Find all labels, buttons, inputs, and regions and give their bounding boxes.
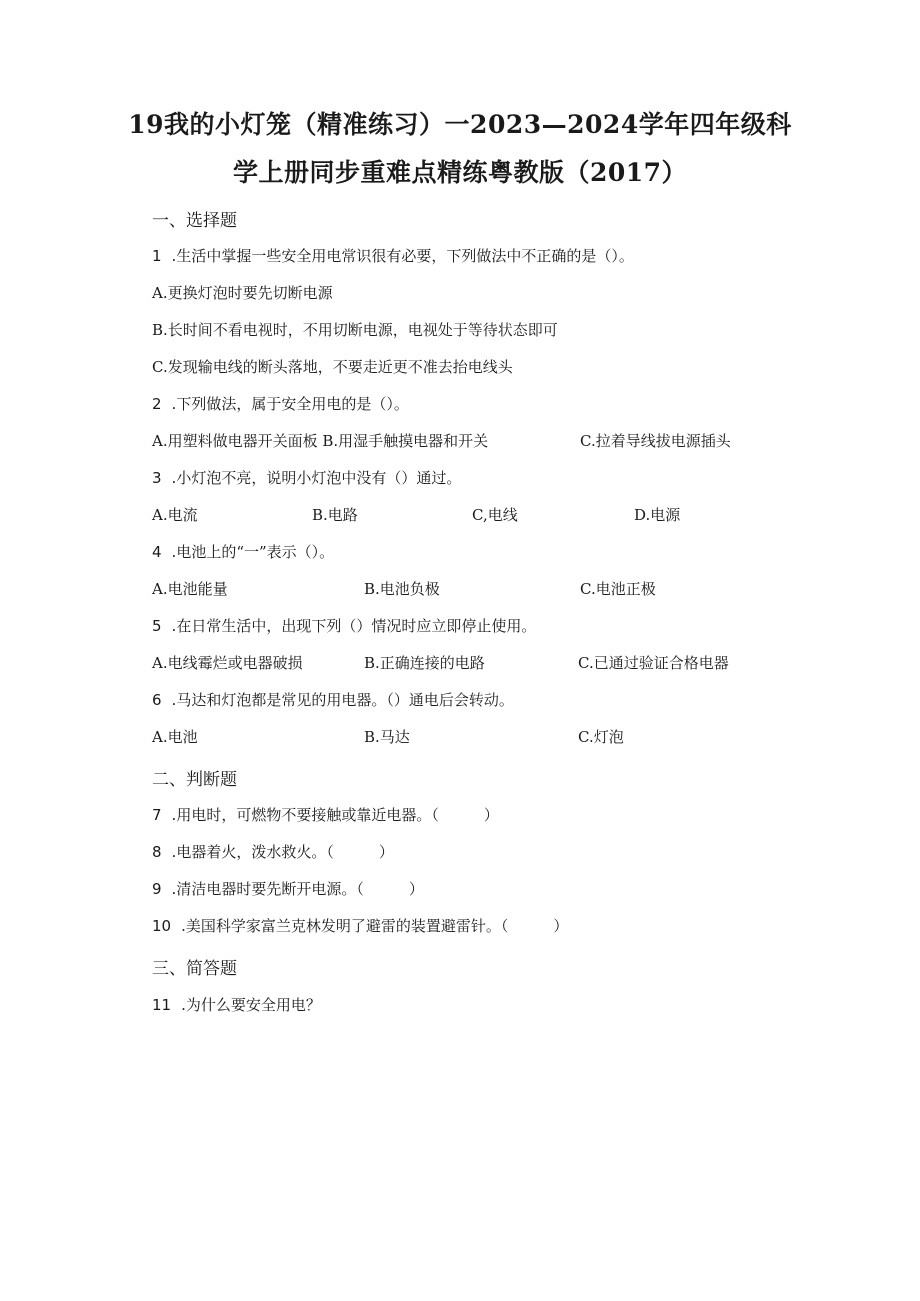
question-number: 10 (152, 917, 172, 935)
question-number: 8 (152, 843, 162, 861)
option-3a: A.电流 (152, 506, 198, 524)
question-11 (152, 994, 321, 1015)
question-text: .小灯泡不亮，说明小灯泡中没有（）通过。 (171, 469, 462, 487)
question-number: 3 (152, 469, 162, 487)
option-5a: A.电线霉烂或电器破损 (152, 654, 303, 672)
question-6 (152, 689, 514, 710)
question-5 (152, 615, 536, 636)
question-text: .在日常生活中，出现下列（）情况时应立即停止使用。 (171, 617, 537, 635)
document-title-line-2: 学上册同步重难点精练粤教版（2017） (232, 158, 688, 187)
option-3d: D.电源 (634, 506, 681, 524)
question-text: .美国科学家富兰克林发明了避雷的装置避雷针。（ ） (181, 917, 569, 935)
question-number: 9 (152, 880, 162, 898)
option-1a: A.更换灯泡时要先切断电源 (152, 284, 333, 302)
question-text: .电器着火，泼水救火。（ ） (171, 843, 394, 861)
section-heading-choice: 一、选择题 (152, 211, 237, 231)
option-1c: C.发现输电线的断头落地，不要走近更不准去抬电线头 (152, 358, 513, 376)
option-4c: C.电池正极 (580, 580, 656, 598)
question-3 (152, 467, 461, 488)
option-3b: B.电路 (312, 506, 358, 524)
question-text: .用电时，可燃物不要接触或靠近电器。（ ） (171, 806, 499, 824)
question-text: .为什么要安全用电？ (181, 996, 321, 1014)
question-number: 4 (152, 543, 162, 561)
option-4a: A.电池能量 (152, 580, 228, 598)
question-text: .生活中掌握一些安全用电常识很有必要，下列做法中不正确的是（）。 (171, 247, 634, 265)
question-number: 11 (152, 996, 172, 1014)
question-2 (152, 393, 409, 414)
question-4 (152, 541, 334, 562)
option-1b: B.长时间不看电视时，不用切断电源，电视处于等待状态即可 (152, 321, 558, 339)
question-7 (152, 804, 499, 825)
option-4b: B.电池负极 (364, 580, 440, 598)
question-text: .马达和灯泡都是常见的用电器。（）通电后会转动。 (171, 691, 514, 709)
question-number: 5 (152, 617, 162, 635)
option-2c: C.拉着导线拔电源插头 (580, 432, 731, 450)
question-number: 2 (152, 395, 162, 413)
option-6a: A.电池 (152, 728, 198, 746)
question-text: .电池上的“一”表示（）。 (171, 543, 335, 561)
option-3c: C,电线 (472, 506, 518, 524)
section-heading-judgement: 二、判断题 (152, 770, 237, 790)
option-5c: C.已通过验证合格电器 (578, 654, 729, 672)
option-6c: C.灯泡 (578, 728, 624, 746)
document-title-line-1: 19我的小灯笼（精准练习）一2023—2024学年四年级科 (128, 110, 792, 139)
question-number: 6 (152, 691, 162, 709)
question-10 (152, 915, 568, 936)
question-number: 1 (152, 247, 162, 265)
question-9 (152, 878, 424, 899)
question-text: .下列做法，属于安全用电的是（）。 (171, 395, 409, 413)
question-text: .清洁电器时要先断开电源。（ ） (171, 880, 424, 898)
question-8 (152, 841, 394, 862)
question-1 (152, 245, 634, 266)
option-2ab: A.用塑料做电器开关面板 B.用湿手触摸电器和开关 (152, 432, 489, 450)
option-6b: B.马达 (364, 728, 410, 746)
question-number: 7 (152, 806, 162, 824)
option-5b: B.正确连接的电路 (364, 654, 485, 672)
section-heading-short-answer: 三、简答题 (152, 959, 237, 979)
